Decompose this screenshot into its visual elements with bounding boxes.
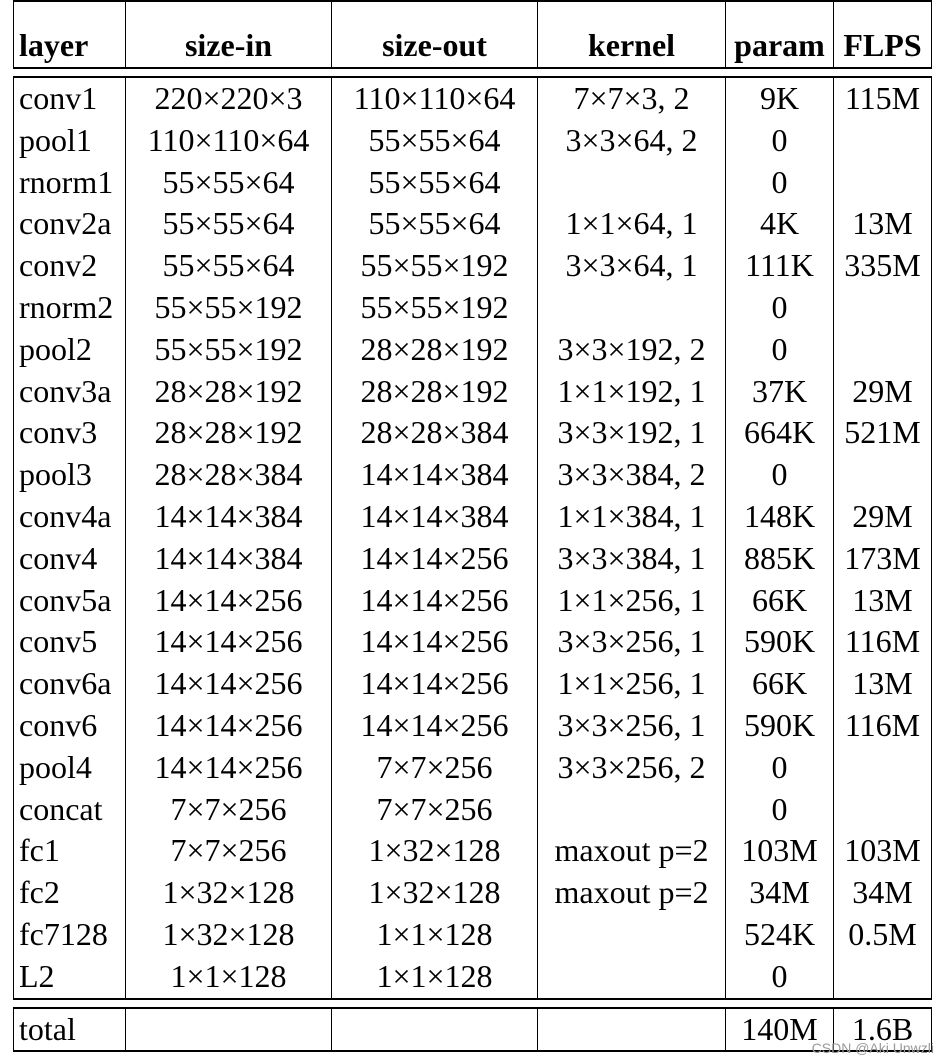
cell-flps: 29M [834,496,932,538]
cell-flps: 521M [834,412,932,454]
cell-layer: fc2 [14,872,126,914]
cell-size-out: 14×14×384 [332,496,538,538]
cell-kernel: 1×1×64, 1 [538,203,726,245]
cell-flps: 173M [834,538,932,580]
cell-size-out: 28×28×384 [332,412,538,454]
cell-kernel: 1×1×192, 1 [538,371,726,413]
cell-flps: 103M [834,830,932,872]
cell-size-out: 28×28×192 [332,371,538,413]
cell-size-in: 55×55×64 [126,162,332,204]
cell-kernel [538,914,726,956]
cell-size-in: 1×1×128 [126,956,332,999]
cell-layer: concat [14,789,126,831]
cell-size-in: 28×28×192 [126,371,332,413]
cell-param: 664K [726,412,834,454]
cell-size-out: 55×55×192 [332,287,538,329]
cell-param: 590K [726,705,834,747]
table-row [14,371,932,413]
table-row [14,872,932,914]
cell-layer: conv2 [14,245,126,287]
table-row [14,830,932,872]
table-row [14,914,932,956]
architecture-table [13,0,932,1052]
cell-flps [834,287,932,329]
cell-kernel [538,789,726,831]
table-row [14,245,932,287]
cell-size-out: 1×1×128 [332,956,538,999]
separator [14,68,932,77]
cell-size-in: 1×32×128 [126,872,332,914]
cell-param: 66K [726,663,834,705]
cell-param: 37K [726,371,834,413]
cell-size-out: 7×7×256 [332,747,538,789]
total-label: total [14,1008,126,1052]
table-row [14,203,932,245]
cell-flps [834,956,932,999]
table-row [14,747,932,789]
cell-size-in: 14×14×256 [126,580,332,622]
cell-kernel: 3×3×256, 1 [538,705,726,747]
cell-kernel [538,956,726,999]
cell-size-out: 14×14×256 [332,705,538,747]
cell-param: 590K [726,621,834,663]
cell-size-in: 110×110×64 [126,120,332,162]
table-row [14,329,932,371]
cell-param: 0 [726,747,834,789]
cell-layer: rnorm2 [14,287,126,329]
table-row [14,412,932,454]
cell-kernel: 3×3×192, 1 [538,412,726,454]
cell-flps [834,454,932,496]
cell-kernel: 3×3×384, 2 [538,454,726,496]
cell-param: 0 [726,956,834,999]
header-kernel: kernel [538,1,726,68]
total-kernel [538,1008,726,1052]
cell-flps: 335M [834,245,932,287]
cell-size-in: 14×14×256 [126,705,332,747]
cell-param: 0 [726,162,834,204]
table-row [14,287,932,329]
cell-size-out: 55×55×192 [332,245,538,287]
table-row [14,580,932,622]
cell-size-in: 14×14×384 [126,538,332,580]
table-row [14,621,932,663]
cell-kernel: maxout p=2 [538,830,726,872]
total-size-in [126,1008,332,1052]
table-row [14,454,932,496]
cell-layer: conv2a [14,203,126,245]
cell-param: 66K [726,580,834,622]
cell-size-out: 55×55×64 [332,120,538,162]
cell-kernel: maxout p=2 [538,872,726,914]
separator [14,999,932,1008]
cell-layer: conv6 [14,705,126,747]
cell-param: 0 [726,287,834,329]
cell-param: 0 [726,454,834,496]
cell-flps: 0.5M [834,914,932,956]
cell-kernel: 1×1×256, 1 [538,580,726,622]
header-size-in: size-in [126,1,332,68]
cell-kernel [538,287,726,329]
cell-param: 148K [726,496,834,538]
cell-layer: pool1 [14,120,126,162]
cell-flps [834,162,932,204]
table-row [14,789,932,831]
cell-flps: 13M [834,663,932,705]
cell-kernel: 3×3×64, 2 [538,120,726,162]
cell-flps [834,329,932,371]
cell-param: 524K [726,914,834,956]
total-size-out [332,1008,538,1052]
cell-size-out: 14×14×384 [332,454,538,496]
cell-param: 9K [726,77,834,120]
cell-size-in: 14×14×256 [126,747,332,789]
table-row [14,77,932,120]
cell-size-in: 7×7×256 [126,789,332,831]
cell-layer: conv5a [14,580,126,622]
cell-size-out: 28×28×192 [332,329,538,371]
cell-size-out: 55×55×64 [332,203,538,245]
cell-size-out: 1×32×128 [332,872,538,914]
cell-flps [834,789,932,831]
total-flps: 1.6B [834,1008,932,1052]
cell-size-out: 14×14×256 [332,621,538,663]
cell-param: 885K [726,538,834,580]
cell-size-in: 7×7×256 [126,830,332,872]
cell-layer: fc7128 [14,914,126,956]
table-row [14,705,932,747]
cell-size-in: 55×55×64 [126,203,332,245]
cell-param: 34M [726,872,834,914]
cell-kernel: 3×3×256, 1 [538,621,726,663]
header-layer: layer [14,1,126,68]
cell-size-in: 220×220×3 [126,77,332,120]
cell-size-in: 28×28×384 [126,454,332,496]
cell-size-out: 14×14×256 [332,663,538,705]
cell-param: 4K [726,203,834,245]
cell-size-in: 55×55×192 [126,287,332,329]
table-row [14,538,932,580]
cell-size-in: 28×28×192 [126,412,332,454]
cell-size-in: 14×14×256 [126,663,332,705]
cell-layer: pool2 [14,329,126,371]
cell-flps: 29M [834,371,932,413]
header-flps: FLPS [834,1,932,68]
cell-layer: conv4 [14,538,126,580]
table-row [14,956,932,999]
cell-size-out: 14×14×256 [332,538,538,580]
cell-layer: conv6a [14,663,126,705]
cell-layer: L2 [14,956,126,999]
table-row [14,663,932,705]
watermark-text: CSDN @Aki Unwzli [811,1040,934,1056]
cell-size-out: 55×55×64 [332,162,538,204]
cell-size-out: 14×14×256 [332,580,538,622]
cell-kernel: 3×3×64, 1 [538,245,726,287]
cell-size-out: 1×32×128 [332,830,538,872]
cell-size-out: 110×110×64 [332,77,538,120]
table-row [14,120,932,162]
cell-size-in: 14×14×384 [126,496,332,538]
cell-layer: conv1 [14,77,126,120]
cell-layer: pool4 [14,747,126,789]
cell-flps: 13M [834,203,932,245]
cell-kernel: 1×1×256, 1 [538,663,726,705]
cell-kernel: 3×3×256, 2 [538,747,726,789]
cell-param: 111K [726,245,834,287]
cell-layer: conv4a [14,496,126,538]
cell-size-in: 14×14×256 [126,621,332,663]
cell-param: 0 [726,789,834,831]
cell-kernel [538,162,726,204]
cell-kernel: 3×3×192, 2 [538,329,726,371]
header-row [14,1,932,68]
cell-flps: 115M [834,77,932,120]
cell-kernel: 7×7×3, 2 [538,77,726,120]
header-size-out: size-out [332,1,538,68]
cell-flps: 13M [834,580,932,622]
cell-size-in: 55×55×192 [126,329,332,371]
cell-flps: 116M [834,705,932,747]
cell-flps: 116M [834,621,932,663]
table-row [14,496,932,538]
cell-param: 0 [726,120,834,162]
cell-flps [834,120,932,162]
cell-size-out: 1×1×128 [332,914,538,956]
cell-layer: conv5 [14,621,126,663]
cell-param: 103M [726,830,834,872]
cell-size-in: 1×32×128 [126,914,332,956]
cell-param: 0 [726,329,834,371]
cell-kernel: 1×1×384, 1 [538,496,726,538]
total-row [14,1008,932,1052]
table-row [14,162,932,204]
cell-flps [834,747,932,789]
total-param: 140M [726,1008,834,1052]
cell-size-out: 7×7×256 [332,789,538,831]
cell-layer: conv3a [14,371,126,413]
cell-layer: pool3 [14,454,126,496]
cell-layer: conv3 [14,412,126,454]
cell-kernel: 3×3×384, 1 [538,538,726,580]
header-param: param [726,1,834,68]
cell-layer: rnorm1 [14,162,126,204]
cell-layer: fc1 [14,830,126,872]
cell-size-in: 55×55×64 [126,245,332,287]
cell-flps: 34M [834,872,932,914]
